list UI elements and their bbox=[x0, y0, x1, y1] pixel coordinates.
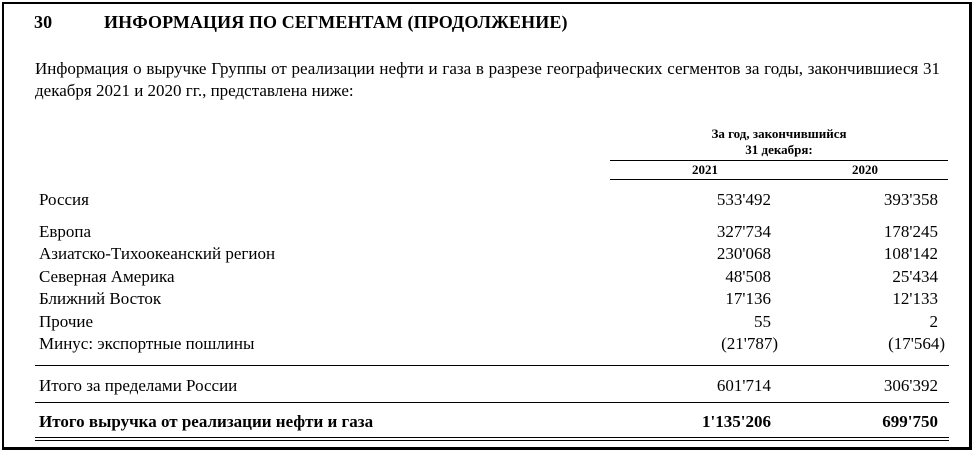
row-label: Россия bbox=[39, 190, 89, 209]
table-row bbox=[0, 334, 978, 356]
table-row bbox=[0, 312, 978, 334]
total-label: Итого выручка от реализации нефти и газа bbox=[39, 412, 374, 431]
period-header-line1: За год, закончившийся bbox=[711, 126, 847, 141]
total-underline-2 bbox=[35, 440, 949, 441]
year-header-rule bbox=[610, 179, 948, 180]
period-header bbox=[610, 126, 948, 158]
value-2020: 108'142 bbox=[883, 244, 938, 263]
year-2020-header: 2020 bbox=[852, 162, 878, 177]
row-label: Азиатско-Тихоокеанский регион bbox=[39, 244, 276, 263]
value-2020: 25'434 bbox=[892, 267, 938, 286]
value-2021: 48'508 bbox=[725, 267, 771, 286]
section-title: ИНФОРМАЦИЯ ПО СЕГМЕНТАМ (ПРОДОЛЖЕНИЕ) bbox=[104, 12, 568, 32]
total-row bbox=[0, 412, 978, 434]
table-row bbox=[0, 267, 978, 289]
total-rule bbox=[35, 402, 949, 403]
row-label: Ближний Восток bbox=[39, 289, 162, 308]
total-underline-1 bbox=[35, 437, 949, 438]
row-label: Северная Америка bbox=[39, 267, 175, 286]
intro-paragraph: Информация о выручке Группы от реализации нефти и газа в разрезе географических сегментов за годы, закончившиеся 31 декабря 2021 и 2020 гг., представлена ниже: bbox=[35, 59, 940, 100]
value-2020: 12'133 bbox=[892, 289, 938, 308]
period-header-line2: 31 декабря: bbox=[745, 142, 813, 157]
value-2020: 393'358 bbox=[883, 190, 938, 209]
subtotal-row bbox=[0, 376, 978, 398]
value-2021: 55 bbox=[754, 312, 771, 331]
subtotal-rule bbox=[35, 365, 949, 366]
value-2020: 178'245 bbox=[883, 222, 938, 241]
row-label: Минус: экспортные пошлины bbox=[39, 334, 255, 353]
row-label: Прочие bbox=[39, 312, 94, 331]
total-2020: 699'750 bbox=[882, 412, 938, 431]
value-2020: (17'564) bbox=[888, 334, 945, 353]
value-2021: 230'068 bbox=[716, 244, 771, 263]
value-2021: 533'492 bbox=[716, 190, 771, 209]
total-2021: 1'135'206 bbox=[702, 412, 771, 431]
table-row bbox=[0, 289, 978, 311]
period-header-rule bbox=[610, 160, 948, 161]
value-2021: 327'734 bbox=[716, 222, 771, 241]
value-2021: 17'136 bbox=[725, 289, 771, 308]
table-row bbox=[0, 222, 978, 244]
value-2021: (21'787) bbox=[721, 334, 778, 353]
table-row bbox=[0, 190, 978, 212]
year-2021-header: 2021 bbox=[692, 162, 718, 177]
subtotal-2020: 306'392 bbox=[883, 376, 938, 395]
value-2020: 2 bbox=[929, 312, 938, 331]
subtotal-label: Итого за пределами России bbox=[39, 376, 238, 395]
subtotal-2021: 601'714 bbox=[716, 376, 771, 395]
row-label: Европа bbox=[39, 222, 92, 241]
section-number: 30 bbox=[34, 12, 53, 32]
table-row bbox=[0, 244, 978, 266]
